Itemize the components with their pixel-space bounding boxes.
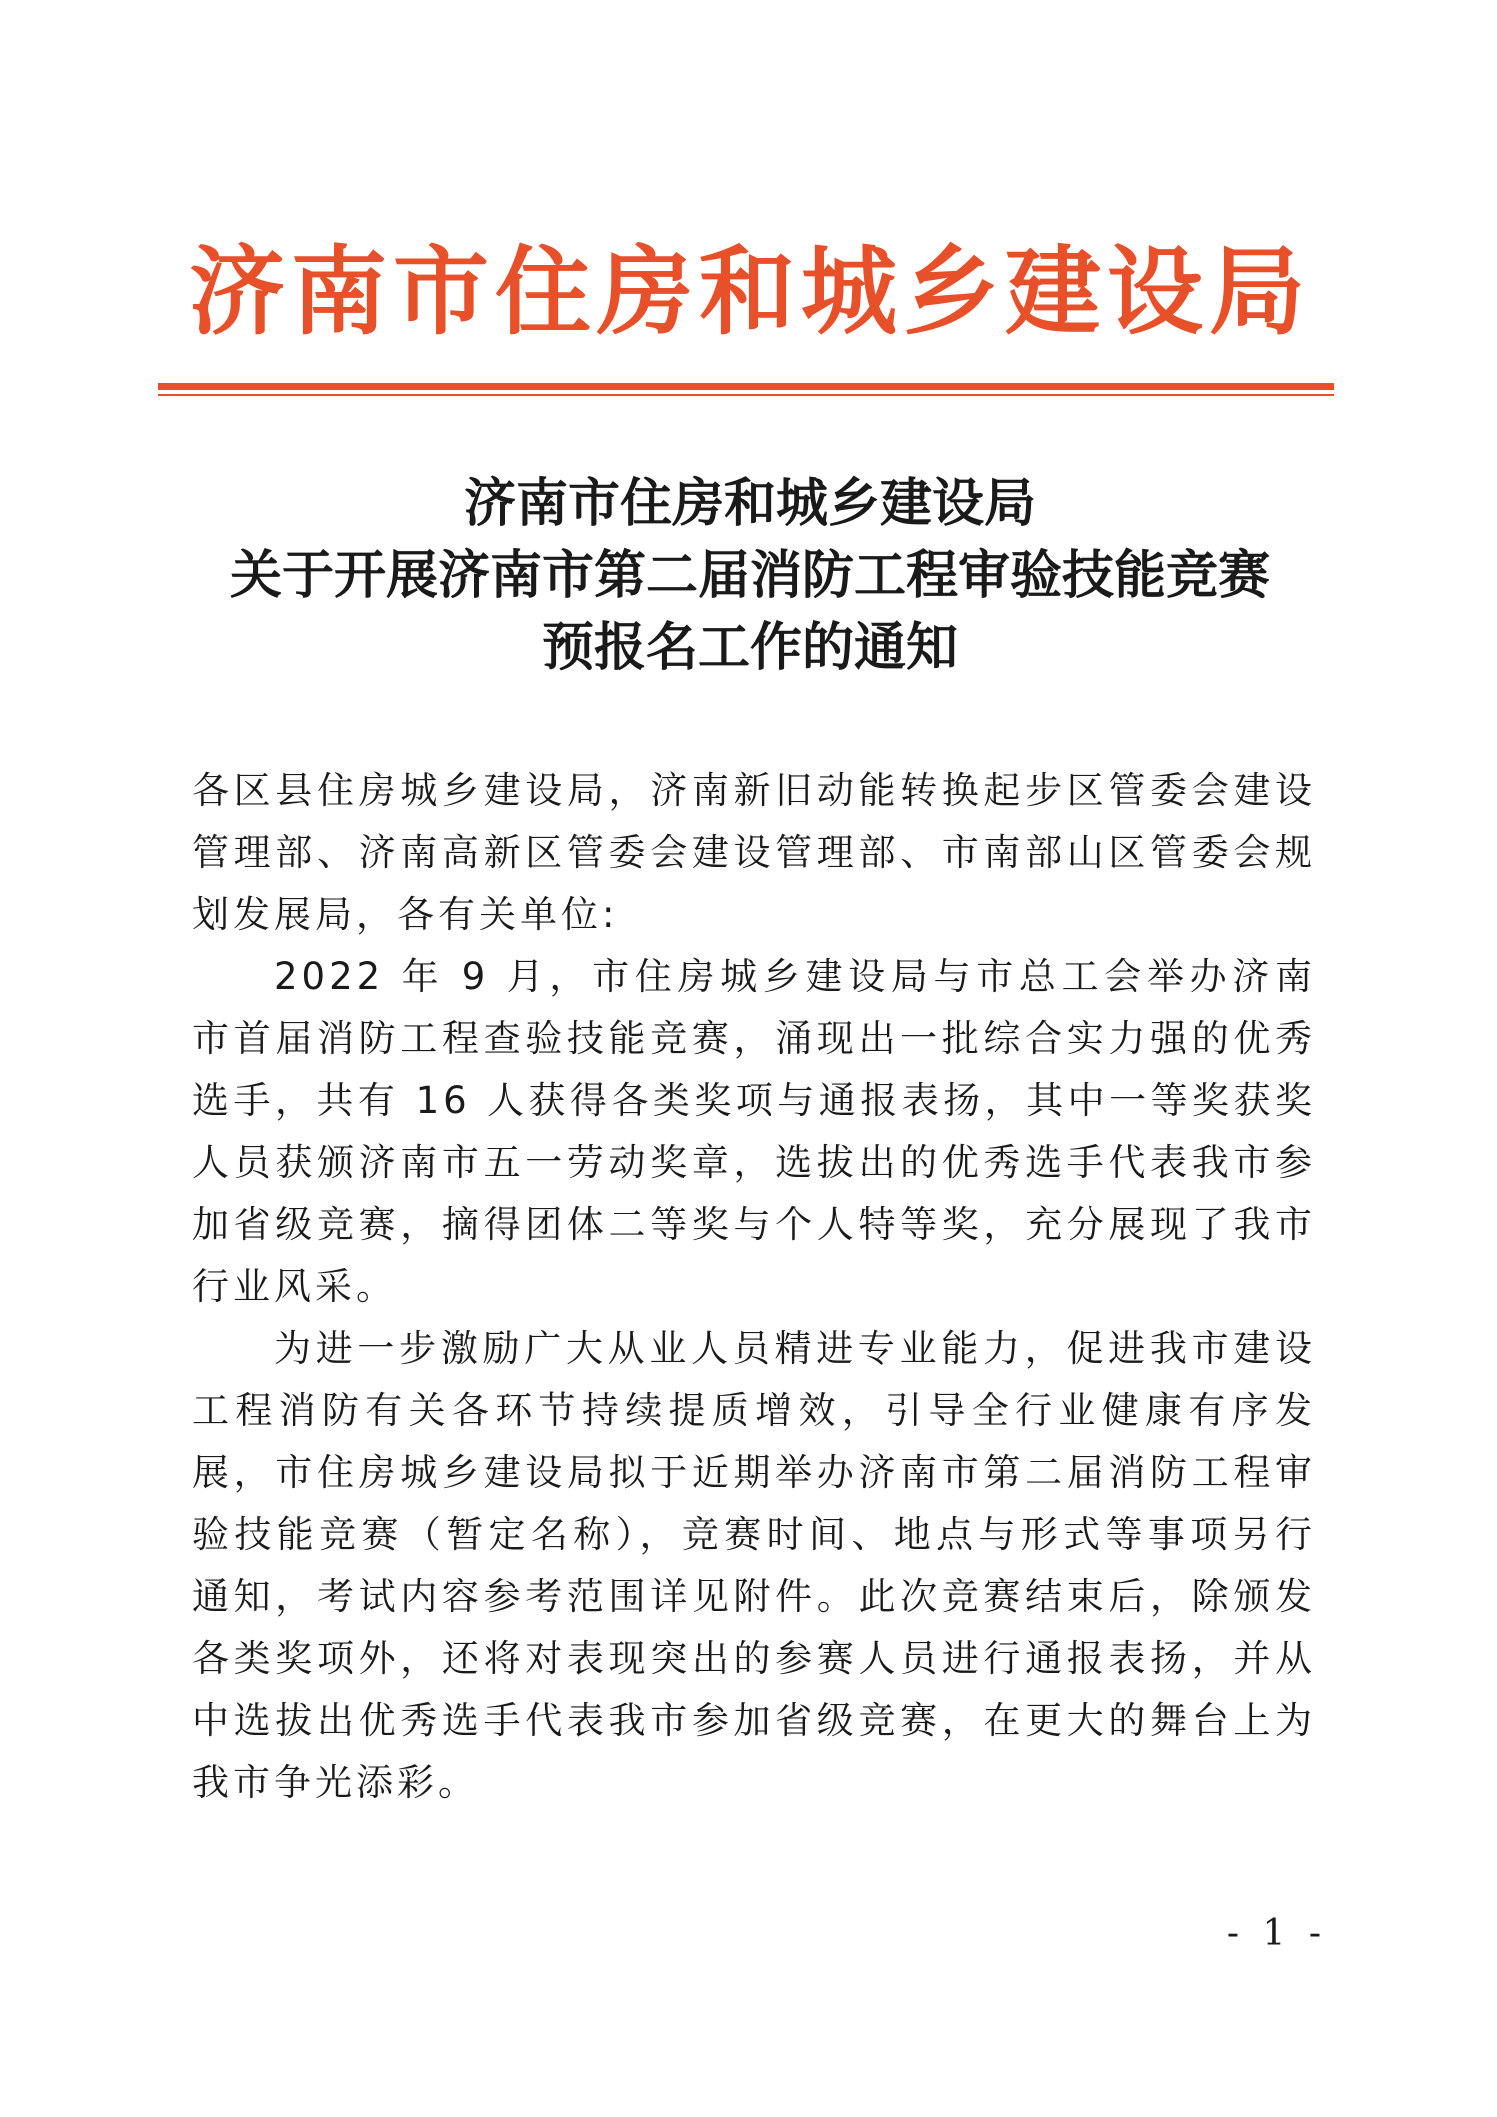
divider-thick-line xyxy=(158,383,1334,390)
title-line-2: 关于开展济南市第二届消防工程审验技能竞赛 xyxy=(229,545,1270,606)
body-paragraph-2: 为进一步激励广大从业人员精进专业能力，促进我市建设工程消防有关各环节持续提质增效，引导全行业健康有序发展，市住房城乡建设局拟于近期举办济南市第二届消防工程审验技能竞赛（暂定名称），竞赛时间、地点与形式等事项另行通知，考试内容参考范围详见附件。此次竞赛结束后，除颁发各类奖项外，还将对表现突出的参赛人员进行通报表扬，并从中选拔出优秀选手代表我市参加省级竞赛，在更大的舞台上为我市争光添彩。 xyxy=(192,1327,1316,1804)
document-body xyxy=(192,760,1316,1814)
body-paragraph-1: 2022 年 9 月，市住房城乡建设局与市总工会举办济南市首届消防工程查验技能竞赛，涌现出一批综合实力强的优秀选手，共有 16 人获得各类奖项与通报表扬，其中一等奖获奖人员获颁济南市五一劳动奖章，选拔出的优秀选手代表我市参加省级竞赛，摘得团体二等奖与个人特等奖，充分展现了我市行业风采。 xyxy=(192,955,1316,1308)
document-title xyxy=(150,468,1350,684)
divider-thin-line xyxy=(158,394,1334,396)
title-line-3: 预报名工作的通知 xyxy=(541,617,958,678)
masthead-title: 济南市住房和城乡建设局 xyxy=(189,235,1311,348)
salutation: 各区县住房城乡建设局，济南新旧动能转换起步区管委会建设管理部、济南高新区管委会建设管理部、市南部山区管委会规划发展局，各有关单位: xyxy=(192,769,1316,936)
page-number: - 1 - xyxy=(1226,1913,1327,1954)
title-line-1: 济南市住房和城乡建设局 xyxy=(463,473,1036,534)
